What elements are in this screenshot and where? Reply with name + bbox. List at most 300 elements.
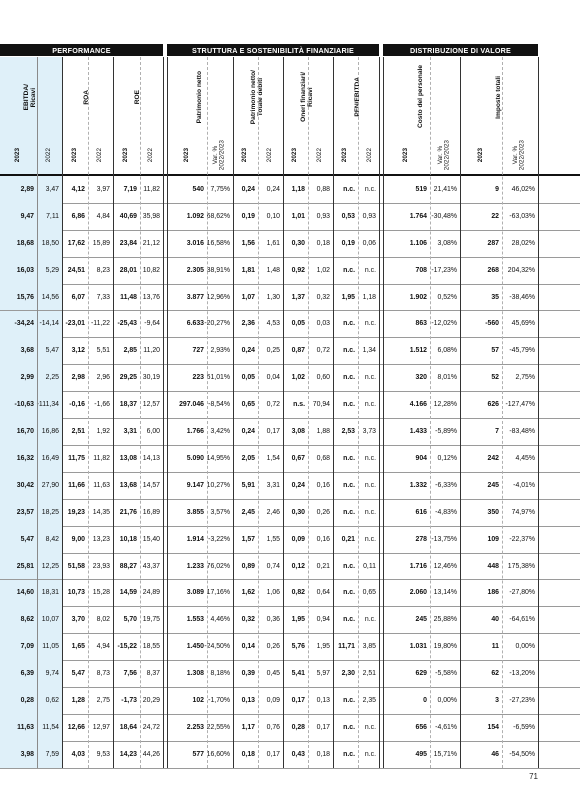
cell-imposte-2023: 154: [487, 723, 499, 731]
cell-ebitda-2022: 18,50: [37, 230, 62, 257]
cell-oneri-2022: 0,18: [316, 239, 330, 247]
cell-ebitda-2023: 16,70: [0, 418, 37, 445]
cell-costo-personale-2023: 1.106: [409, 239, 427, 247]
cell-roa-2022: 14,35: [92, 508, 110, 516]
cell-costo-personale-2023: 1.764: [409, 212, 427, 220]
cell-costo-personale-var: 3,08%: [437, 239, 457, 247]
cell-oneri-2022: 5,97: [316, 670, 330, 678]
cell-roa-2023: 3,12: [71, 347, 85, 355]
cell-oneri-2022: 0,18: [316, 750, 330, 758]
cell-imposte-var: -64,61%: [509, 616, 535, 624]
cell-patrimonio-var: -20,27%: [204, 320, 230, 328]
cell-costo-personale-var: -4,83%: [435, 508, 457, 516]
cell-imposte-var: -6,59%: [513, 723, 535, 731]
cell-patrimonio-debiti-2023: 0,32: [241, 616, 255, 624]
cell-roa-2022: 2,75: [96, 697, 110, 705]
section-performance: PERFORMANCE: [0, 44, 163, 56]
column-divider: [379, 57, 380, 768]
cell-roa-2022: 13,23: [92, 535, 110, 543]
metric-ebitda-ricavi: EBITDA/ Ricavi: [0, 57, 62, 137]
cell-costo-personale-var: -13,75%: [431, 535, 457, 543]
cell-pfn-2022: 1,34: [362, 347, 376, 355]
cell-ebitda-2023: 18,68: [0, 230, 37, 257]
cell-roe-2023: 5,70: [123, 616, 137, 624]
cell-patrimonio-var: 68,62%: [206, 212, 230, 220]
cell-roe-2023: 88,27: [119, 562, 137, 570]
cell-roa-2023: 19,23: [67, 508, 85, 516]
cell-imposte-2023: 268: [487, 266, 499, 274]
cell-patrimonio-debiti-2022: 0,09: [266, 697, 280, 705]
cell-imposte-2023: 3: [495, 697, 499, 705]
cell-roe-2022: 18,55: [142, 643, 160, 651]
cell-costo-personale-var: 0,00%: [437, 697, 457, 705]
cell-roe-2023: -15,22: [117, 643, 137, 651]
cell-ebitda-2022: -111,34: [37, 391, 62, 418]
cell-imposte-var: -127,47%: [505, 401, 535, 409]
cell-roa-2023: 4,03: [71, 750, 85, 758]
cell-ebitda-2022: -14,14: [37, 311, 62, 338]
cell-ebitda-2022: 11,54: [37, 714, 62, 741]
cell-pfn-2023: n.c.: [343, 750, 355, 758]
cell-ebitda-2023: 3,98: [0, 741, 37, 768]
cell-patrimonio-2023: 1.450: [186, 643, 204, 651]
table-row: [0, 553, 580, 581]
table-row: [0, 526, 580, 554]
cell-imposte-2023: 287: [487, 239, 499, 247]
cell-ebitda-2023: 7,09: [0, 633, 37, 660]
cell-roe-2023: 28,01: [119, 266, 137, 274]
cell-patrimonio-debiti-2023: 1,17: [241, 723, 255, 731]
cell-oneri-2023: 3,08: [291, 428, 305, 436]
cell-costo-personale-var: 25,88%: [433, 616, 457, 624]
metric-oneri-finanziari: Oneri finanziari/ Ricavi: [300, 72, 314, 122]
cell-oneri-2022: 70,94: [312, 401, 330, 409]
year-2023: 2023: [122, 148, 130, 163]
cell-costo-personale-2023: 708: [415, 266, 427, 274]
cell-imposte-var: -4,01%: [513, 481, 535, 489]
cell-patrimonio-debiti-2023: 0,65: [241, 401, 255, 409]
cell-oneri-2023: 0,87: [291, 347, 305, 355]
cell-roe-2022: 14,57: [142, 481, 160, 489]
cell-oneri-2023: 0,09: [291, 535, 305, 543]
cell-roa-2023: 9,00: [71, 535, 85, 543]
cell-oneri-2022: 1,88: [316, 428, 330, 436]
cell-roe-2022: 11,82: [143, 185, 160, 193]
table-row: [0, 337, 580, 365]
cell-roa-2023: 1,28: [71, 697, 85, 705]
cell-ebitda-2023: 11,63: [0, 714, 37, 741]
cell-imposte-2023: 448: [487, 562, 499, 570]
cell-roa-2022: 5,51: [96, 347, 110, 355]
metric-patrimonio-debiti: Patrimonio netto/ Totale debiti: [250, 69, 264, 125]
year-2023: 2023: [402, 148, 410, 163]
cell-ebitda-2022: 7,11: [37, 203, 62, 230]
cell-patrimonio-var: 10,27%: [206, 481, 230, 489]
cell-oneri-2023: n.s.: [293, 401, 305, 409]
cell-roa-2022: 7,33: [96, 293, 110, 301]
cell-roa-2022: 4,94: [96, 643, 110, 651]
cell-imposte-var: 74,97%: [511, 508, 535, 516]
cell-imposte-2023: 62: [491, 670, 499, 678]
cell-ebitda-2023: 2,99: [0, 364, 37, 391]
cell-costo-personale-2023: 2.060: [409, 589, 427, 597]
cell-ebitda-2022: 5,47: [37, 337, 62, 364]
cell-costo-personale-2023: 519: [415, 185, 427, 193]
cell-patrimonio-debiti-2022: 0,45: [266, 670, 280, 678]
cell-pfn-2022: n.c.: [364, 266, 376, 274]
cell-roe-2023: 10,18: [119, 535, 137, 543]
cell-roa-2023: 2,98: [71, 374, 85, 382]
cell-pfn-2023: n.c.: [343, 347, 355, 355]
cell-patrimonio-2023: 727: [192, 347, 204, 355]
cell-roa-2023: 10,73: [67, 589, 85, 597]
cell-imposte-var: -27,80%: [509, 589, 535, 597]
cell-roa-2022: 2,96: [96, 374, 110, 382]
cell-patrimonio-debiti-2022: 0,25: [266, 347, 280, 355]
cell-roa-2022: 1,92: [96, 428, 110, 436]
cell-patrimonio-var: -1,70%: [208, 697, 230, 705]
cell-patrimonio-debiti-2023: 1,62: [241, 589, 255, 597]
cell-oneri-2023: 0,82: [291, 589, 305, 597]
cell-imposte-2023: 22: [491, 212, 499, 220]
page-number: 71: [529, 772, 538, 781]
cell-imposte-var: 2,75%: [515, 374, 535, 382]
cell-costo-personale-var: 12,46%: [433, 562, 457, 570]
cell-pfn-2022: n.c.: [364, 185, 376, 193]
cell-roe-2022: 44,26: [142, 750, 160, 758]
table-row: [0, 391, 580, 419]
cell-costo-personale-var: 12,28%: [433, 401, 457, 409]
year-2023: 2023: [291, 148, 299, 163]
cell-costo-personale-var: -4,61%: [435, 723, 457, 731]
cell-pfn-2023: n.c.: [343, 401, 355, 409]
cell-roa-2023: 1,65: [71, 643, 85, 651]
cell-oneri-2023: 5,41: [291, 670, 305, 678]
cell-oneri-2022: 1,95: [316, 643, 330, 651]
cell-patrimonio-debiti-2023: 0,89: [241, 562, 255, 570]
cell-costo-personale-var: -17,23%: [431, 266, 457, 274]
table-row: [0, 687, 580, 715]
column-divider: [383, 57, 384, 768]
cell-oneri-2023: 0,67: [291, 454, 305, 462]
cell-roa-2023: 2,51: [71, 428, 85, 436]
column-divider: [502, 57, 503, 768]
cell-roe-2022: 12,57: [142, 401, 160, 409]
cell-imposte-var: 175,38%: [507, 562, 535, 570]
cell-roa-2022: 11,63: [93, 481, 110, 489]
cell-roa-2022: 12,97: [92, 723, 110, 731]
cell-patrimonio-var: 12,96%: [206, 293, 230, 301]
cell-costo-personale-var: 19,80%: [433, 643, 457, 651]
cell-patrimonio-2023: 2.253: [186, 723, 204, 731]
cell-oneri-2022: 0,64: [316, 589, 330, 597]
cell-patrimonio-2023: 223: [192, 374, 204, 382]
cell-patrimonio-debiti-2022: 0,76: [266, 723, 280, 731]
cell-patrimonio-debiti-2023: 1,07: [241, 293, 255, 301]
year-2023: 2023: [241, 148, 249, 163]
cell-patrimonio-debiti-2023: 0,19: [241, 212, 255, 220]
cell-ebitda-2022: 16,49: [37, 445, 62, 472]
cell-costo-personale-2023: 1.031: [409, 643, 427, 651]
cell-imposte-var: 4,45%: [515, 454, 535, 462]
cell-imposte-2023: 11: [491, 643, 499, 651]
cell-roa-2022: 23,93: [92, 562, 110, 570]
cell-roe-2023: 14,59: [119, 589, 137, 597]
cell-patrimonio-var: 4,46%: [210, 616, 230, 624]
cell-imposte-var: -27,23%: [509, 697, 535, 705]
cell-costo-personale-var: -30,48%: [431, 212, 457, 220]
table-row: [0, 472, 580, 500]
cell-roe-2023: 29,25: [119, 374, 137, 382]
cell-pfn-2023: n.c.: [343, 374, 355, 382]
table-row: [0, 499, 580, 527]
cell-ebitda-2023: 16,32: [0, 445, 37, 472]
cell-imposte-var: -13,20%: [509, 670, 535, 678]
cell-imposte-2023: 35: [491, 293, 499, 301]
cell-ebitda-2022: 8,42: [37, 526, 62, 553]
cell-patrimonio-debiti-2022: 1,30: [266, 293, 280, 301]
cell-ebitda-2023: 6,39: [0, 660, 37, 687]
cell-patrimonio-debiti-2022: 1,48: [266, 266, 280, 274]
cell-ebitda-2022: 27,90: [37, 472, 62, 499]
cell-imposte-var: -63,03%: [509, 212, 535, 220]
cell-roe-2023: 21,76: [119, 508, 137, 516]
cell-oneri-2022: 1,02: [316, 266, 330, 274]
cell-imposte-var: 46,02%: [511, 185, 535, 193]
cell-costo-personale-2023: 495: [415, 750, 427, 758]
cell-patrimonio-var: -3,22%: [208, 535, 230, 543]
cell-patrimonio-var: 38,91%: [206, 266, 230, 274]
cell-roe-2023: 7,56: [123, 670, 137, 678]
cell-patrimonio-debiti-2022: 2,46: [266, 508, 280, 516]
cell-patrimonio-debiti-2023: 0,24: [241, 185, 255, 193]
cell-costo-personale-var: 21,41%: [433, 185, 457, 193]
cell-costo-personale-2023: 1.433: [409, 428, 427, 436]
table-row: [0, 364, 580, 392]
column-divider: [37, 57, 38, 768]
cell-patrimonio-var: 2,93%: [210, 347, 230, 355]
cell-patrimonio-debiti-2022: 0,74: [266, 562, 280, 570]
table-row: [0, 660, 580, 688]
column-divider: [460, 57, 461, 768]
cell-pfn-2023: n.c.: [343, 266, 355, 274]
metric-pfn-ebitda: PFN/EBITDA: [353, 77, 361, 117]
cell-patrimonio-2023: 540: [192, 185, 204, 193]
cell-ebitda-2022: 10,07: [37, 606, 62, 633]
cell-oneri-2022: 0,88: [316, 185, 330, 193]
cell-patrimonio-debiti-2022: 0,17: [266, 750, 280, 758]
cell-roa-2023: -23,01: [65, 320, 85, 328]
cell-pfn-2023: 0,21: [341, 535, 355, 543]
cell-imposte-2023: 242: [487, 454, 499, 462]
cell-patrimonio-var: 3,57%: [210, 508, 230, 516]
cell-patrimonio-debiti-2023: 2,36: [241, 320, 255, 328]
cell-oneri-2023: 0,30: [291, 239, 305, 247]
cell-roa-2022: 9,53: [96, 750, 110, 758]
cell-roa-2023: 6,86: [71, 212, 85, 220]
cell-oneri-2023: 0,43: [291, 750, 305, 758]
cell-imposte-2023: 57: [491, 347, 499, 355]
cell-roa-2022: 8,73: [96, 670, 110, 678]
cell-costo-personale-var: -5,58%: [435, 670, 457, 678]
cell-oneri-2022: 0,93: [316, 212, 330, 220]
year-header-row: [0, 137, 580, 174]
year-2023: 2023: [0, 137, 37, 174]
cell-patrimonio-debiti-2022: 0,10: [266, 212, 280, 220]
cell-ebitda-2022: 12,25: [37, 553, 62, 580]
cell-pfn-2022: 3,73: [362, 428, 376, 436]
cell-oneri-2022: 0,21: [316, 562, 330, 570]
column-divider: [258, 57, 259, 768]
table-row: [0, 230, 580, 258]
cell-patrimonio-2023: 102: [192, 697, 204, 705]
cell-roe-2022: -9,64: [144, 320, 160, 328]
cell-pfn-2022: 3,85: [362, 643, 376, 651]
cell-imposte-2023: 626: [487, 401, 499, 409]
cell-roa-2023: 11,75: [68, 454, 85, 462]
cell-oneri-2022: 0,68: [316, 454, 330, 462]
var-percent-label: Var. % 2022/2023: [437, 140, 451, 171]
column-divider: [207, 57, 208, 768]
cell-ebitda-2023: -10,63: [0, 391, 37, 418]
cell-roe-2022: 35,98: [142, 212, 160, 220]
cell-costo-personale-var: 0,52%: [437, 293, 457, 301]
cell-roe-2022: 30,19: [142, 374, 160, 382]
cell-roe-2023: 7,19: [123, 185, 137, 193]
cell-ebitda-2023: 5,47: [0, 526, 37, 553]
cell-patrimonio-debiti-2023: 1,56: [241, 239, 255, 247]
cell-ebitda-2023: 14,60: [0, 580, 37, 607]
cell-imposte-2023: 109: [487, 535, 499, 543]
cell-roa-2023: 24,51: [67, 266, 85, 274]
cell-costo-personale-2023: 0: [423, 697, 427, 705]
cell-pfn-2022: n.c.: [364, 374, 376, 382]
cell-patrimonio-debiti-2022: 0,04: [266, 374, 280, 382]
cell-patrimonio-2023: 1.092: [186, 212, 204, 220]
cell-pfn-2023: 11,71: [338, 643, 355, 651]
cell-patrimonio-var: 61,01%: [206, 374, 230, 382]
cell-oneri-2023: 0,05: [291, 320, 305, 328]
cell-costo-personale-var: 0,12%: [437, 454, 457, 462]
cell-patrimonio-var: 8,18%: [210, 670, 230, 678]
cell-roe-2023: 23,84: [119, 239, 137, 247]
cell-roa-2023: 3,70: [71, 616, 85, 624]
table-row: [0, 580, 580, 608]
cell-costo-personale-var: 15,71%: [433, 750, 457, 758]
cell-pfn-2023: n.c.: [343, 320, 355, 328]
cell-costo-personale-2023: 629: [415, 670, 427, 678]
var-percent-label: Var. % 2022/2023: [212, 140, 226, 171]
cell-ebitda-2022: 3,47: [37, 176, 62, 203]
cell-oneri-2022: 0,60: [316, 374, 330, 382]
cell-roe-2022: 20,29: [142, 697, 160, 705]
cell-patrimonio-2023: 577: [192, 750, 204, 758]
cell-roe-2023: -1,73: [121, 697, 137, 705]
cell-pfn-2023: 2,53: [341, 428, 355, 436]
column-divider: [308, 57, 309, 768]
cell-patrimonio-2023: 3.855: [186, 508, 204, 516]
cell-patrimonio-debiti-2022: 3,31: [266, 481, 280, 489]
metric-imposte-totali: Imposte totali: [494, 75, 502, 119]
cell-oneri-2023: 0,28: [291, 723, 305, 731]
cell-roe-2022: 14,13: [142, 454, 160, 462]
cell-ebitda-2023: 25,81: [0, 553, 37, 580]
cell-pfn-2023: 2,30: [341, 670, 355, 678]
cell-roa-2022: -1,66: [94, 401, 110, 409]
cell-costo-personale-2023: 656: [415, 723, 427, 731]
column-divider: [113, 57, 114, 768]
cell-pfn-2022: 0,65: [362, 589, 376, 597]
cell-imposte-var: -38,46%: [509, 293, 535, 301]
cell-pfn-2022: n.c.: [364, 401, 376, 409]
cell-pfn-2023: n.c.: [343, 454, 355, 462]
column-divider: [538, 57, 539, 768]
cell-patrimonio-2023: 1.553: [186, 616, 204, 624]
cell-costo-personale-var: -12,02%: [431, 320, 457, 328]
cell-patrimonio-debiti-2023: 0,24: [241, 347, 255, 355]
cell-oneri-2022: 0,16: [316, 481, 330, 489]
var-percent-label: Var. % 2022/2023: [512, 140, 526, 171]
cell-patrimonio-debiti-2023: 0,14: [241, 643, 255, 651]
cell-oneri-2022: 0,03: [316, 320, 330, 328]
cell-pfn-2023: n.c.: [343, 616, 355, 624]
cell-roe-2022: 21,12: [142, 239, 160, 247]
cell-roa-2023: 51,58: [67, 562, 85, 570]
cell-pfn-2023: n.c.: [343, 481, 355, 489]
cell-pfn-2023: n.c.: [343, 723, 355, 731]
cell-oneri-2023: 0,30: [291, 508, 305, 516]
cell-roa-2022: 8,02: [96, 616, 110, 624]
cell-patrimonio-2023: 1.766: [186, 428, 204, 436]
cell-pfn-2022: n.c.: [364, 508, 376, 516]
cell-oneri-2023: 0,24: [291, 481, 305, 489]
metric-roa: ROA: [83, 89, 91, 105]
cell-pfn-2022: 2,35: [362, 697, 376, 705]
cell-costo-personale-var: 6,08%: [437, 347, 457, 355]
cell-patrimonio-var: -8,54%: [208, 401, 230, 409]
cell-patrimonio-2023: 1.914: [186, 535, 204, 543]
cell-patrimonio-debiti-2022: 0,26: [266, 643, 280, 651]
column-divider: [233, 57, 234, 768]
cell-roe-2022: 10,82: [142, 266, 160, 274]
cell-pfn-2023: n.c.: [343, 508, 355, 516]
cell-patrimonio-debiti-2023: 0,24: [241, 428, 255, 436]
cell-roe-2023: 18,37: [119, 401, 137, 409]
cell-roe-2023: 11,48: [120, 293, 137, 301]
table-row: [0, 633, 580, 661]
cell-roa-2022: 3,97: [96, 185, 110, 193]
cell-imposte-var: -54,50%: [509, 750, 535, 758]
cell-pfn-2023: n.c.: [343, 562, 355, 570]
cell-ebitda-2023: 9,47: [0, 203, 37, 230]
cell-imposte-2023: -560: [485, 320, 499, 328]
cell-roa-2023: 4,12: [71, 185, 85, 193]
cell-patrimonio-2023: 9.147: [186, 481, 204, 489]
cell-pfn-2022: n.c.: [364, 535, 376, 543]
cell-imposte-var: -83,48%: [509, 428, 535, 436]
table-row: [0, 606, 580, 634]
cell-costo-personale-2023: 863: [415, 320, 427, 328]
cell-pfn-2023: 0,53: [341, 212, 355, 220]
cell-roa-2023: 6,07: [71, 293, 85, 301]
cell-oneri-2023: 0,12: [291, 562, 305, 570]
cell-patrimonio-var: 3,42%: [210, 428, 230, 436]
cell-patrimonio-debiti-2022: 1,61: [266, 239, 280, 247]
cell-ebitda-2023: 2,89: [0, 176, 37, 203]
cell-pfn-2022: 1,18: [362, 293, 376, 301]
cell-pfn-2022: n.c.: [364, 454, 376, 462]
cell-ebitda-2022: 16,86: [37, 418, 62, 445]
